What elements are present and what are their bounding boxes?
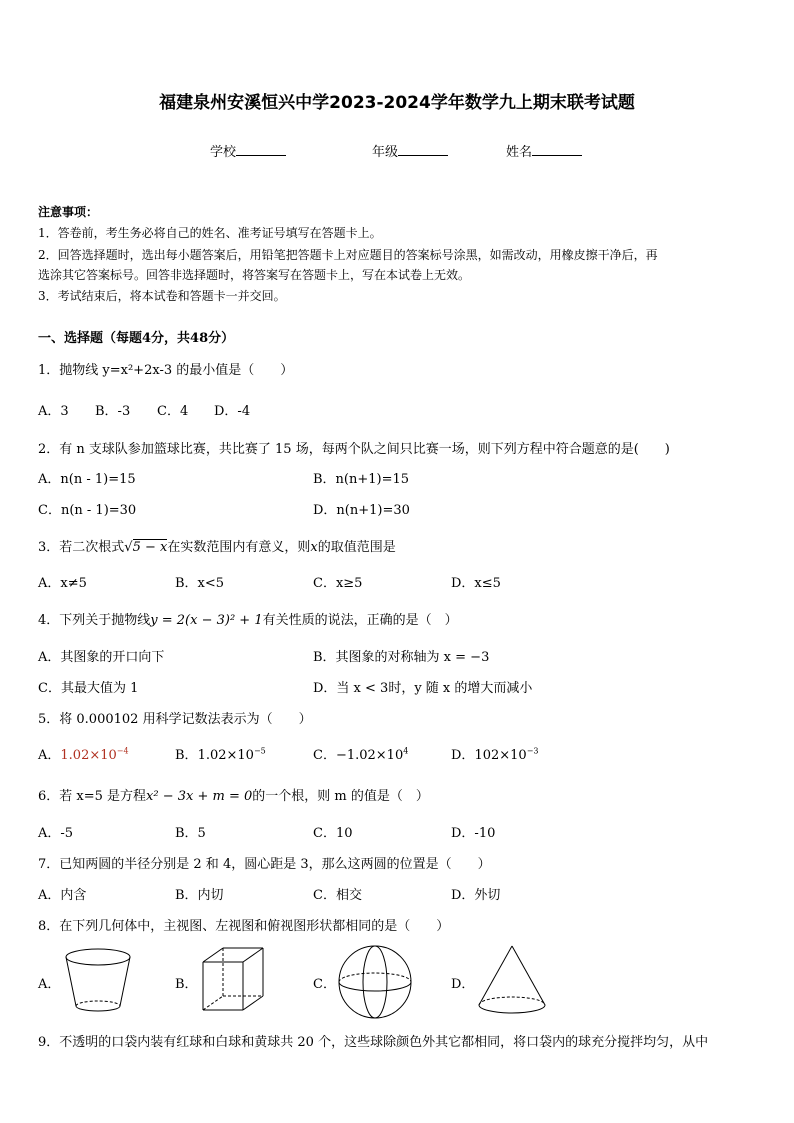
q6-stem: 6．若 x=5 是方程x² − 3x + m = 0的一个根，则 m 的值是（ ） (38, 789, 429, 804)
q9-stem: 9．不透明的口袋内装有红球和白球和黄球共 20 个，这些球除颜色外其它都相同，将口袋内的球充分搅拌均匀，从中 (38, 1035, 709, 1050)
q4-option-b: B．其图象的对称轴为 x = −3 (313, 650, 490, 665)
q7-option-b: B．内切 (175, 888, 224, 903)
q4-option-c: C．其最大值为 1 (38, 681, 139, 696)
q8-option-b: B． (175, 977, 198, 992)
q4-stem: 4．下列关于抛物线y = 2(x − 3)² + 1有关性质的说法，正确的是（ ） (38, 613, 458, 628)
q1-option-c: C．4 (157, 404, 189, 419)
q3-option-b: B．x<5 (175, 576, 225, 591)
school-field: 学校 (210, 141, 286, 160)
q5-option-c: C．$-1.02\times 10^4$ (313, 746, 409, 763)
page-title: 福建泉州安溪恒兴中学2023-2024学年数学九上期末联考试题 (159, 93, 635, 113)
q8-option-c: C． (313, 977, 336, 992)
q3-option-d: D．x≤5 (451, 576, 501, 591)
q5-stem: 5．将 0.000102 用科学记数法表示为（ ） (38, 712, 312, 727)
q1-stem: 1．抛物线 y=x²+2x-3 的最小值是（ ） (38, 363, 294, 378)
q2-option-a: A．n(n - 1)=15 (38, 472, 136, 487)
q2-option-c: C．n(n - 1)=30 (38, 503, 137, 518)
q4-option-a: A．其图象的开口向下 (38, 650, 165, 665)
sqrt-symbol: √ (124, 540, 133, 555)
q2-option-d: D．n(n+1)=30 (313, 503, 410, 518)
q5-option-a: A．$1.02\times 10^{-4}$ (38, 746, 129, 763)
q3-stem: 3．若二次根式√5 − x在实数范围内有意义，则x的取值范围是 (38, 540, 396, 555)
notice-heading: 注意事项： (38, 205, 99, 219)
q7-option-d: D．外切 (451, 888, 501, 903)
q1-option-d: D．-4 (214, 404, 251, 419)
triangular-prism-figure (198, 944, 278, 1016)
q5-option-d: D．$102\times 10^{-3}$ (451, 746, 539, 763)
q1-option-a: A．3 (38, 404, 69, 419)
q2-stem: 2．有 n 支球队参加篮球比赛，共比赛了 15 场，每两个队之间只比赛一场，则下列方程中符合题意的是( ) (38, 442, 670, 457)
q4-expression: y = 2(x − 3)² + 1 (150, 613, 263, 628)
q6-option-d: D．-10 (451, 826, 496, 841)
q8-option-d: D． (451, 977, 475, 992)
name-field: 姓名 (506, 141, 582, 160)
q1-option-b: B．-3 (95, 404, 131, 419)
notice-item-1: 1．答卷前，考生务必将自己的姓名、准考证号填写在答题卡上。 (38, 226, 382, 240)
grade-field: 年级 (372, 141, 448, 160)
q5-option-b: B．$1.02\times 10^{-5}$ (175, 746, 266, 763)
notice-item-2-cont: 选涂其它答案标号。回答非选择题时，将答案写在答题卡上，写在本试卷上无效。 (38, 268, 471, 282)
sphere-figure (336, 943, 414, 1021)
q6-option-a: A．-5 (38, 826, 74, 841)
cone-figure (474, 943, 554, 1018)
section-heading: 一、选择题（每题4分，共48分） (38, 331, 235, 346)
q8-option-a: A． (38, 977, 61, 992)
q3-option-c: C．x≥5 (313, 576, 363, 591)
q6-option-b: B．5 (175, 826, 206, 841)
q7-option-c: C．相交 (313, 888, 362, 903)
radicand: 5 − x (132, 540, 168, 555)
notice-item-2: 2．回答选择题时，选出每小题答案后，用铅笔把答题卡上对应题目的答案标号涂黑，如需改动，用橡皮擦干净后，再 (38, 248, 658, 262)
q6-option-c: C．10 (313, 826, 353, 841)
q8-stem: 8．在下列几何体中，主视图、左视图和俯视图形状都相同的是（ ） (38, 919, 450, 934)
q2-option-b: B．n(n+1)=15 (313, 472, 410, 487)
q3-option-a: A．x≠5 (38, 576, 87, 591)
q7-option-a: A．内含 (38, 888, 87, 903)
frustum-figure (60, 946, 140, 1016)
q6-expression: x² − 3x + m = 0 (146, 789, 253, 804)
q7-stem: 7．已知两圆的半径分别是 2 和 4，圆心距是 3，那么这两圆的位置是（ ） (38, 857, 491, 872)
notice-item-3: 3．考试结束后，将本试卷和答题卡一并交回。 (38, 289, 286, 303)
q4-option-d: D．当 x < 3时，y 随 x 的增大而减小 (313, 681, 533, 696)
